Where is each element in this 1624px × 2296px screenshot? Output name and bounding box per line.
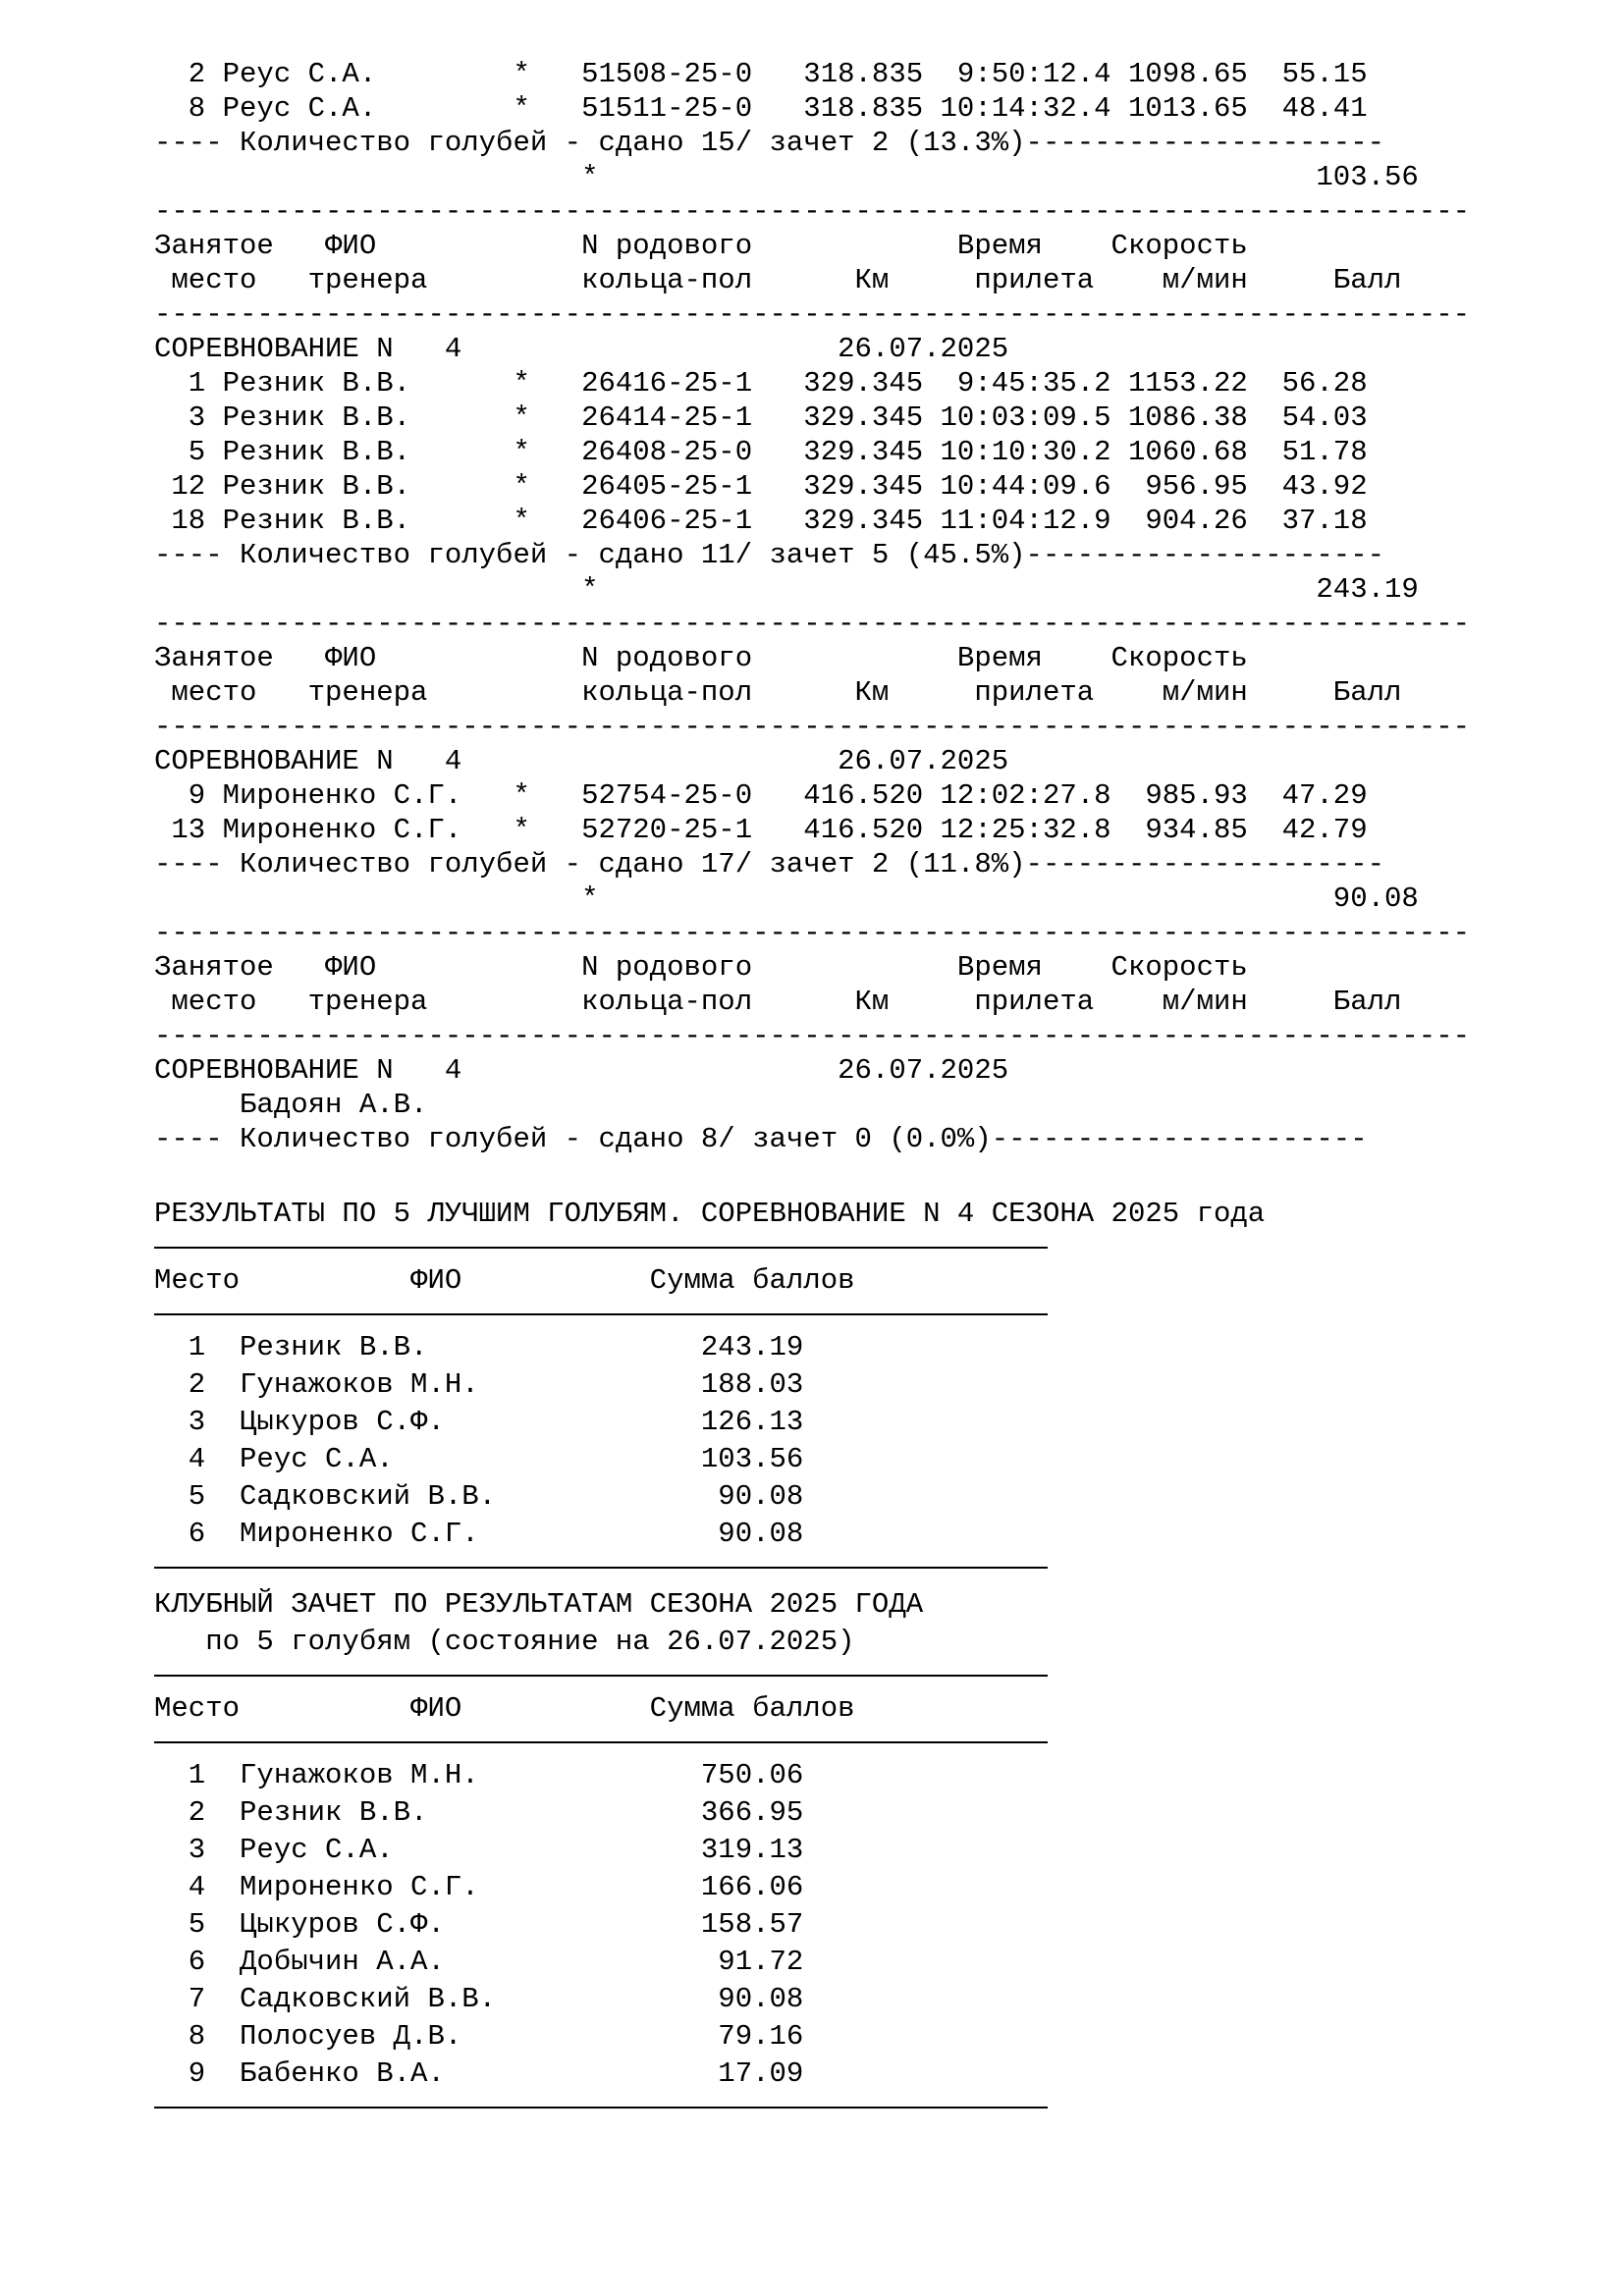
club-standings-section [154,1586,1529,2109]
count-summary: ---- Количество голубей - сдано 8/ зачет 0 (0.0%)---------------------- [154,1123,1368,1155]
result-row: 1 Резник В.В. * 26416-25-1 329.345 9:45:35.2 1153.22 56.28 [154,367,1368,400]
section-subtitle: по 5 голубям (состояние на 26.07.2025) [154,1626,855,1658]
table-row: 4 Реус С.А. 103.56 [154,1443,804,1475]
result-row: 2 Реус С.А. * 51508-25-0 318.835 9:50:12.4 1098.65 55.15 [154,58,1368,90]
table-row: 5 Садковский В.В. 90.08 [154,1480,804,1513]
column-header-line2: место тренера кольца-пол Км прилета м/мин Балл [154,986,1402,1018]
result-row: 5 Резник В.В. * 26408-25-0 329.345 10:10:30.2 1060.68 51.78 [154,436,1368,468]
reznik-results-block [154,332,1529,641]
separator-line: ----------------------------------------------------------------------------- [154,298,1471,331]
score-total: * 103.56 [154,161,1419,193]
count-summary: ---- Количество голубей - сдано 17/ зачет 2 (11.8%)--------------------- [154,848,1385,881]
table-row: 4 Мироненко С.Г. 166.06 [154,1871,804,1903]
section-title: КЛУБНЫЙ ЗАЧЕТ ПО РЕЗУЛЬТАТАМ СЕЗОНА 2025 ГОДА [154,1588,924,1621]
separator-line: ----------------------------------------------------------------------------- [154,917,1471,949]
top5-results-section [154,1196,1529,1569]
table-row: 2 Резник В.В. 366.95 [154,1796,804,1829]
separator-line: ----------------------------------------------------------------------------- [154,195,1471,228]
score-total: * 243.19 [154,573,1419,606]
competition-heading: СОРЕВНОВАНИЕ N 4 26.07.2025 [154,333,1009,365]
column-header [154,641,1529,744]
column-header-line1: Занятое ФИО N родового Время Скорость [154,642,1248,674]
result-row: 9 Мироненко С.Г. * 52754-25-0 416.520 12:02:27.8 985.93 47.29 [154,779,1368,812]
score-total: * 90.08 [154,882,1419,915]
column-header [154,950,1529,1053]
results-document [154,57,1529,2122]
table-row: 5 Цыкуров С.Ф. 158.57 [154,1908,804,1941]
table-header: Место ФИО Сумма баллов [154,1692,855,1725]
table-row: 9 Бабенко В.А. 17.09 [154,2057,804,2090]
mironenko-results-block [154,744,1529,950]
trainer-name: Бадоян А.В. [154,1089,428,1121]
column-header-line1: Занятое ФИО N родового Время Скорость [154,230,1248,262]
separator-line: ----------------------------------------------------------------------------- [154,608,1471,640]
table-row: 2 Гунажоков М.Н. 188.03 [154,1368,804,1401]
table-row: 8 Полосуев Д.В. 79.16 [154,2020,804,2053]
badoyan-results-block [154,1053,1529,1156]
competition-heading: СОРЕВНОВАНИЕ N 4 26.07.2025 [154,1054,1009,1087]
column-header-line2: место тренера кольца-пол Км прилета м/мин Балл [154,676,1402,709]
separator-line: ----------------------------------------------------------------------------- [154,711,1471,743]
result-row: 3 Резник В.В. * 26414-25-1 329.345 10:03:09.5 1086.38 54.03 [154,401,1368,434]
column-header [154,229,1529,332]
divider [154,1313,1048,1315]
table-row: 1 Гунажоков М.Н. 750.06 [154,1759,804,1791]
table-row: 1 Резник В.В. 243.19 [154,1331,804,1363]
count-summary: ---- Количество голубей - сдано 11/ зачет 5 (45.5%)--------------------- [154,539,1385,571]
divider [154,1247,1048,1249]
table-header: Место ФИО Сумма баллов [154,1264,855,1297]
result-row: 18 Резник В.В. * 26406-25-1 329.345 11:04:12.9 904.26 37.18 [154,505,1368,537]
column-header-line2: место тренера кольца-пол Км прилета м/мин Балл [154,264,1402,296]
table-row: 6 Мироненко С.Г. 90.08 [154,1518,804,1550]
table-row: 7 Садковский В.В. 90.08 [154,1983,804,2015]
result-row: 13 Мироненко С.Г. * 52720-25-1 416.520 12:25:32.8 934.85 42.79 [154,814,1368,846]
table-row: 6 Добычин А.А. 91.72 [154,1946,804,1978]
competition-heading: СОРЕВНОВАНИЕ N 4 26.07.2025 [154,745,1009,777]
reus-results-block [154,57,1529,229]
section-title: РЕЗУЛЬТАТЫ ПО 5 ЛУЧШИМ ГОЛУБЯМ. СОРЕВНОВАНИЕ N 4 СЕЗОНА 2025 года [154,1198,1266,1230]
divider [154,1567,1048,1569]
result-row: 8 Реус С.А. * 51511-25-0 318.835 10:14:32.4 1013.65 48.41 [154,92,1368,125]
separator-line: ----------------------------------------------------------------------------- [154,1020,1471,1052]
divider [154,1741,1048,1743]
table-row: 3 Цыкуров С.Ф. 126.13 [154,1406,804,1438]
table-row: 3 Реус С.А. 319.13 [154,1834,804,1866]
divider [154,2107,1048,2109]
count-summary: ---- Количество голубей - сдано 15/ зачет 2 (13.3%)--------------------- [154,127,1385,159]
divider [154,1675,1048,1677]
column-header-line1: Занятое ФИО N родового Время Скорость [154,951,1248,984]
result-row: 12 Резник В.В. * 26405-25-1 329.345 10:44:09.6 956.95 43.92 [154,470,1368,503]
